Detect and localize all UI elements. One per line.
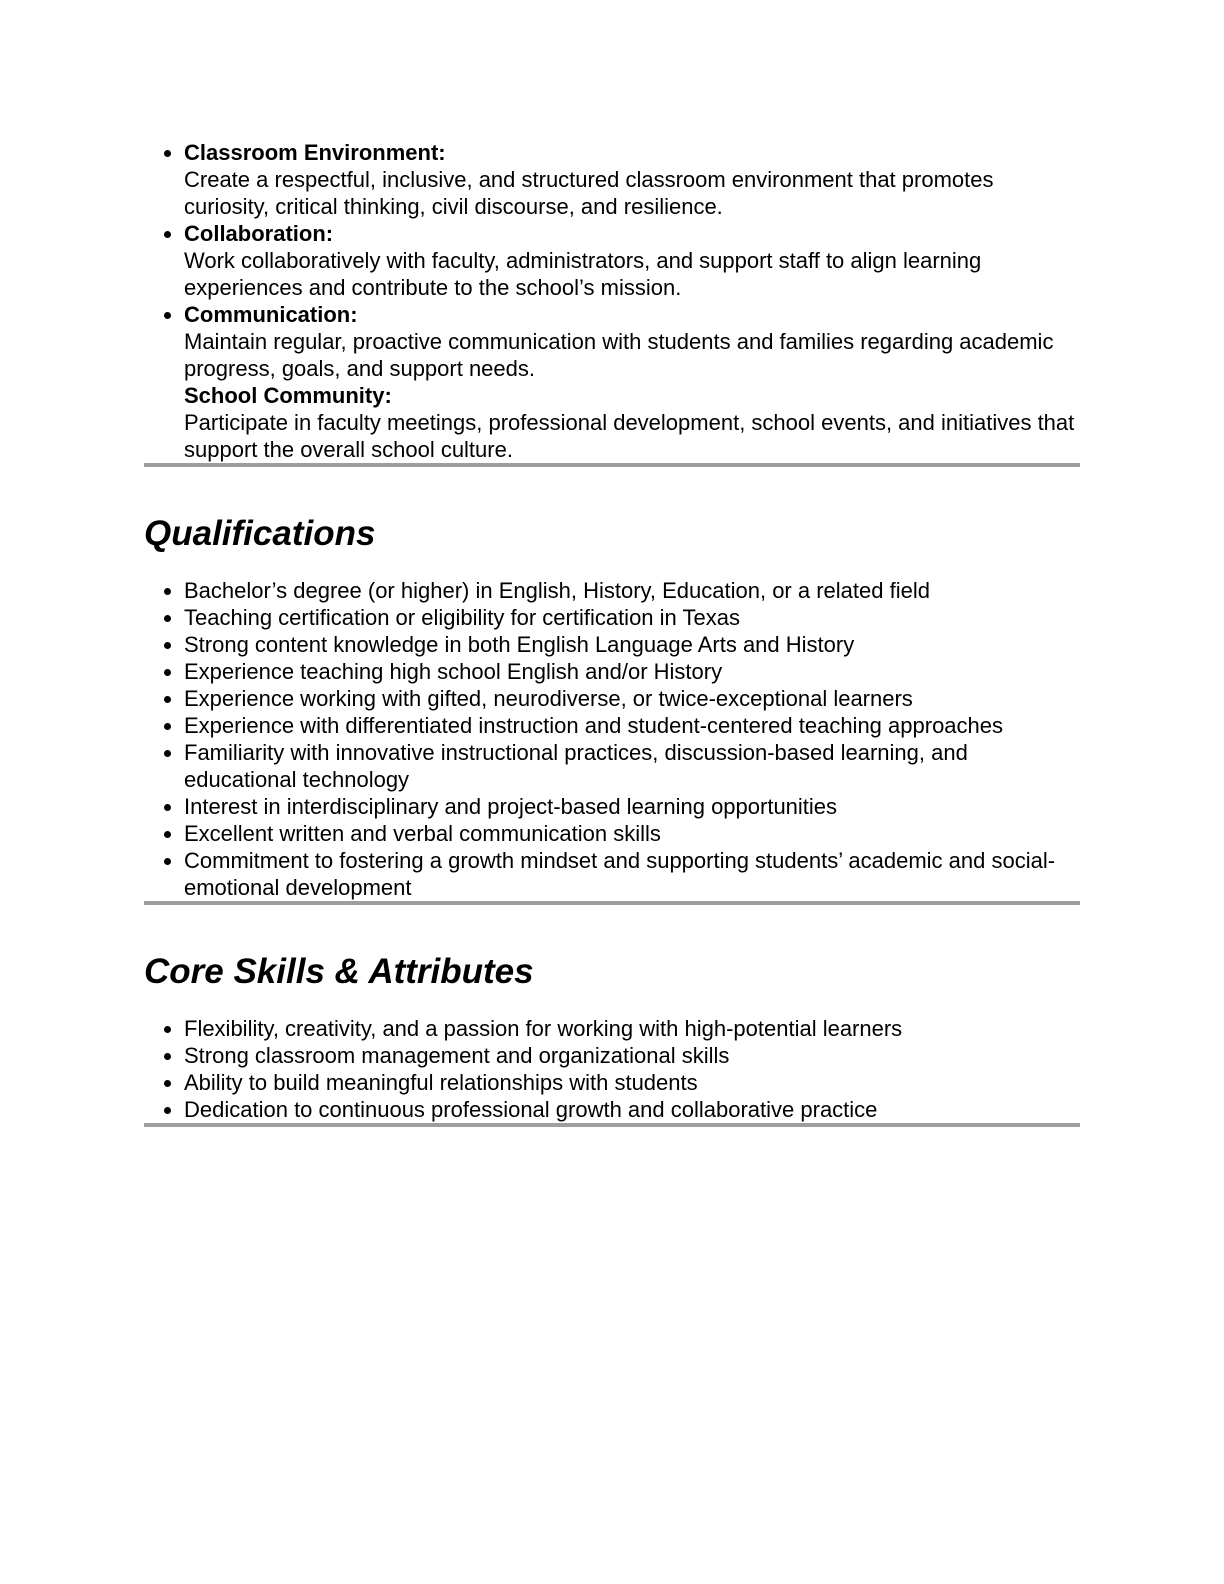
list-item [184, 139, 1080, 220]
list-item: • Experience with differentiated instruction and student-centered teaching approaches [184, 712, 1080, 739]
duty-sublabel: School Community: [184, 383, 392, 408]
qualifications-heading: Qualifications [144, 514, 376, 553]
list-item: • Interest in interdisciplinary and project-based learning opportunities [184, 793, 1080, 820]
core-skills-heading: Core Skills & Attributes [144, 952, 534, 991]
list-item: • Teaching certification or eligibility for certification in Texas [184, 604, 1080, 631]
duty-label: • Collaboration: [184, 221, 334, 246]
list-item: • Strong content knowledge in both English Language Arts and History [184, 631, 1080, 658]
responsibilities-list [144, 139, 1080, 463]
list-item: • Excellent written and verbal communication skills [184, 820, 1080, 847]
list-item [184, 301, 1080, 463]
duty-label: • Communication: [184, 302, 358, 327]
list-item: • Ability to build meaningful relationships with students [184, 1069, 1080, 1096]
duty-text: Create a respectful, inclusive, and structured classroom environment that promotes curiosity, critical thinking, civil discourse, and resilience. [184, 167, 994, 219]
list-item: • Experience teaching high school English and/or History [184, 658, 1080, 685]
duty-subtext: Participate in faculty meetings, professional development, school events, and initiatives that support the overall school culture. [184, 410, 1075, 462]
list-item: • Dedication to continuous professional growth and collaborative practice [184, 1096, 1080, 1123]
section-divider [144, 1123, 1080, 1127]
duty-text: Work collaboratively with faculty, administrators, and support staff to align learning experiences and contribute to the school’s mission. [184, 248, 982, 300]
section-divider [144, 901, 1080, 905]
list-item: • Commitment to fostering a growth mindset and supporting students’ academic and social-emotional development [184, 847, 1080, 901]
section-divider [144, 463, 1080, 467]
list-item [184, 220, 1080, 301]
duty-label: • Classroom Environment: [184, 140, 446, 165]
list-item: • Familiarity with innovative instructional practices, discussion-based learning, and educational technology [184, 739, 1080, 793]
core-skills-list [144, 1015, 1080, 1123]
list-item: • Strong classroom management and organizational skills [184, 1042, 1080, 1069]
list-item: • Experience working with gifted, neurodiverse, or twice-exceptional learners [184, 685, 1080, 712]
duty-text: Maintain regular, proactive communication with students and families regarding academic progress, goals, and support needs. [184, 329, 1054, 381]
list-item: • Flexibility, creativity, and a passion for working with high-potential learners [184, 1015, 1080, 1042]
list-item: • Bachelor’s degree (or higher) in English, History, Education, or a related field [184, 577, 1080, 604]
qualifications-list [144, 577, 1080, 901]
